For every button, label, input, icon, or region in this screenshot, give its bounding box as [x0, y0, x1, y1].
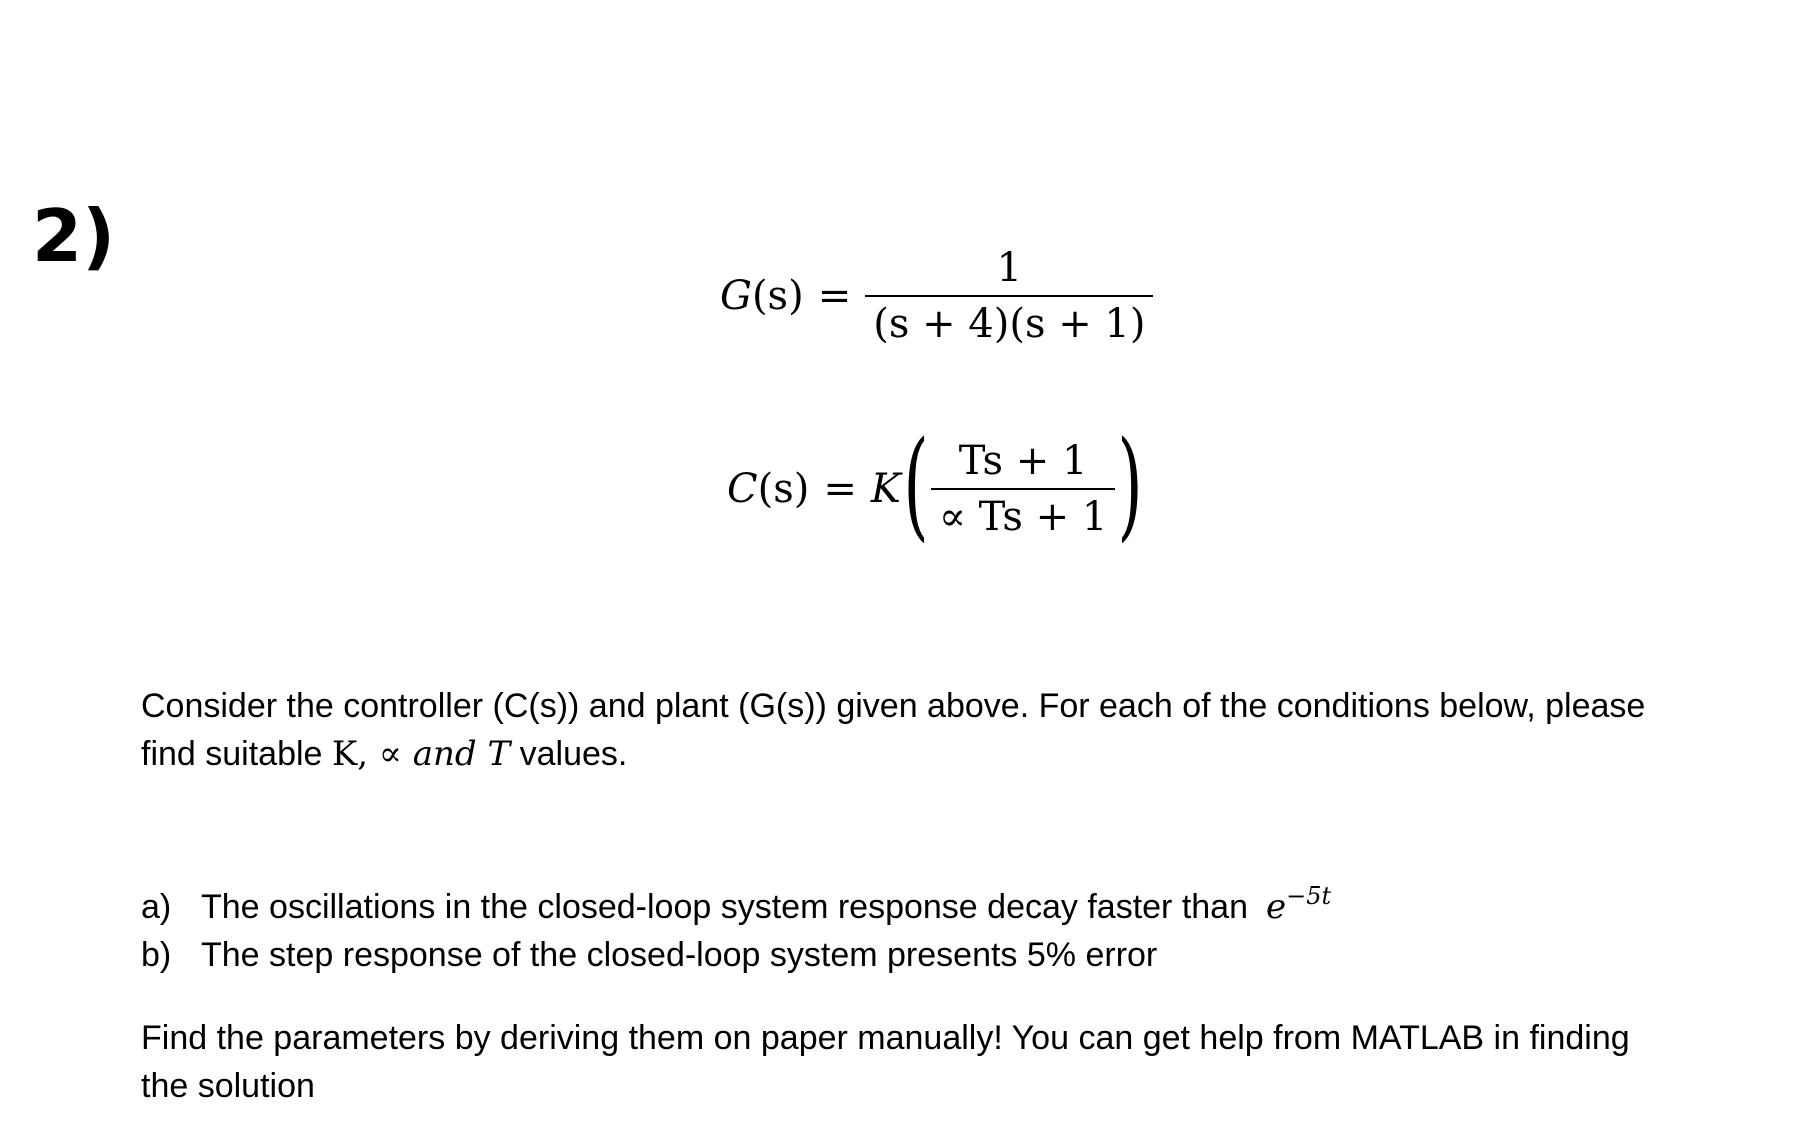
plant-equals: =	[817, 273, 852, 319]
controller-open-paren: (	[903, 415, 929, 553]
instructions-paragraph	[141, 1014, 1741, 1110]
plant-fn-arg: (s)	[751, 273, 804, 319]
controller-fn-name: C	[727, 466, 758, 512]
controller-fraction	[931, 438, 1115, 540]
controller-equals: =	[823, 466, 857, 512]
problem-number: 2)	[32, 194, 116, 278]
controller-gain: K	[870, 466, 901, 512]
exp-power: −5t	[1286, 882, 1332, 910]
exp-base: e	[1266, 887, 1287, 927]
intro-paragraph	[141, 682, 1741, 778]
intro-line-2-suffix: values.	[510, 735, 628, 773]
plant-denominator: (s + 4)(s + 1)	[865, 295, 1153, 347]
intro-math	[332, 734, 510, 774]
intro-math-and: and	[412, 734, 477, 774]
plant-numerator: 1	[996, 245, 1023, 291]
controller-transfer-function	[727, 415, 1145, 553]
condition-b-text: The step response of the closed-loop system presents 5% error	[201, 936, 1158, 974]
intro-line-2	[141, 730, 1741, 778]
controller-lhs	[727, 466, 809, 512]
plant-fraction	[865, 245, 1153, 347]
list-marker: a)	[141, 888, 172, 926]
intro-line-1: Consider the controller (C(s)) and plant (G(s)) given above. For each of the conditions below, please	[141, 687, 1646, 725]
instructions-line-2: the solution	[141, 1067, 315, 1105]
controller-denominator: ∝ Ts + 1	[931, 488, 1115, 540]
plant-transfer-function	[720, 245, 1153, 347]
controller-numerator: Ts + 1	[958, 438, 1088, 484]
controller-fn-arg: (s)	[757, 466, 810, 512]
plant-fn-name: G	[720, 273, 752, 319]
conditions-list	[141, 872, 1331, 979]
plant-lhs	[720, 273, 804, 319]
list-marker: b)	[141, 936, 172, 974]
list-item	[141, 872, 1331, 931]
intro-math-t: T	[476, 734, 511, 774]
intro-line-2-prefix: find suitable	[141, 735, 332, 773]
intro-math-k: K, ∝	[331, 734, 413, 774]
instructions-line-1: Find the parameters by deriving them on paper manually! You can get help from MATLAB in finding	[141, 1019, 1630, 1057]
list-item	[141, 931, 1331, 979]
condition-text	[201, 872, 1331, 931]
condition-a-text: The oscillations in the closed-loop system response decay faster than	[201, 888, 1248, 926]
controller-close-paren: )	[1117, 415, 1143, 553]
